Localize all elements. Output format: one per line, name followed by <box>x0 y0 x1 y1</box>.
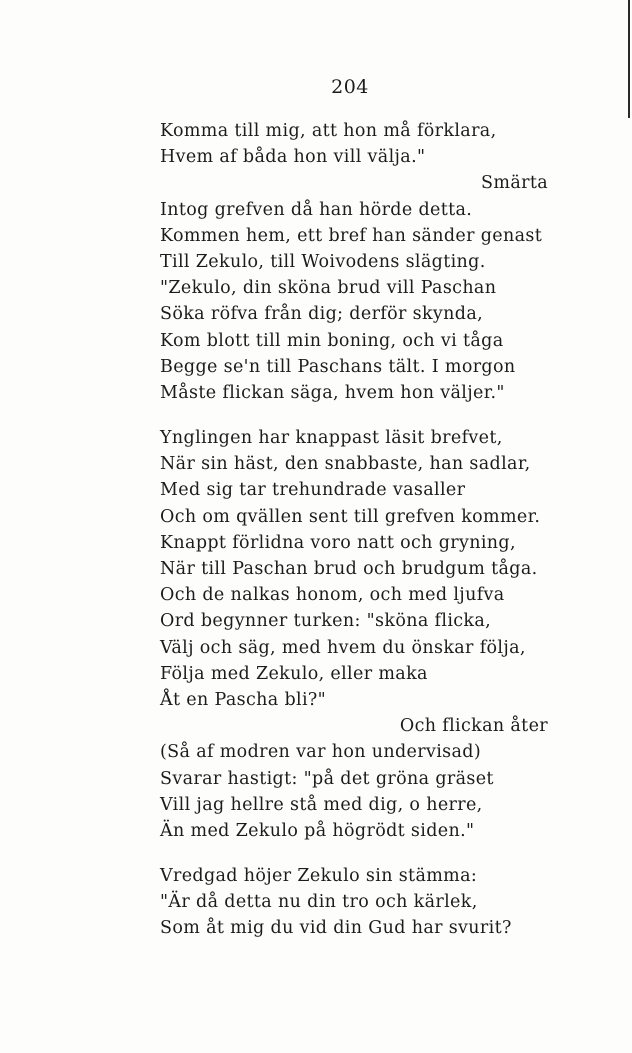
page-edge-line <box>628 0 630 118</box>
stanza-gap <box>160 844 560 863</box>
poem-line: Måste flickan säga, hvem hon väljer." <box>160 382 505 403</box>
poem-line: Vredgad höjer Zekulo sin stämma: <box>160 866 478 887</box>
poem-line: När sin häst, den snabbaste, han sadlar, <box>160 454 531 475</box>
poem-line: Intog grefven då han hörde detta. <box>160 199 473 220</box>
poem-line: Begge se'n till Paschans tält. I morgon <box>160 356 516 377</box>
poem-line: Komma till mig, att hon må förklara, <box>160 121 497 141</box>
poem-line: Följa med Zekulo, eller maka <box>160 663 428 684</box>
poem-line: "Zekulo, din sköna brud vill Paschan <box>160 278 497 299</box>
poem-line: Hvem af båda hon vill välja." <box>160 147 426 168</box>
poem-line: Till Zekulo, till Woivodens slägting. <box>160 251 486 272</box>
poem-line: Vill jag hellre stå med dig, o herre, <box>160 794 483 815</box>
poem-line: Kom blott till min boning, och vi tåga <box>160 330 504 351</box>
poem-line: Söka röfva från dig; derför skynda, <box>160 304 484 325</box>
poem-line: Med sig tar trehundrade vasaller <box>160 480 466 501</box>
poem-line: Som åt mig du vid din Gud har svurit? <box>160 918 512 939</box>
poem-line: Och om qvällen sent till grefven kommer. <box>160 506 541 527</box>
poem-line: Smärta <box>481 173 548 194</box>
poem-text <box>160 118 560 942</box>
poem-line: Ynglingen har knappast läsit brefvet, <box>160 428 503 449</box>
stanza-gap <box>160 406 560 425</box>
poem-line: Välj och säg, med hvem du önskar följa, <box>160 637 526 658</box>
poem-line: Och flickan åter <box>399 716 548 737</box>
poem-line: Svarar hastigt: "på det gröna gräset <box>160 768 494 789</box>
poem-line: Ord begynner turken: "sköna flicka, <box>160 611 492 632</box>
poem-line: Än med Zekulo på högrödt siden." <box>160 820 475 841</box>
page-number: 204 <box>331 76 369 98</box>
poem-line: (Så af modren var hon undervisad) <box>160 742 482 763</box>
poem-line: Och de nalkas honom, och med ljufva <box>160 585 505 606</box>
poem-line: Knappt förlidna voro natt och gryning, <box>160 532 516 553</box>
poem-line: Åt en Pascha bli?" <box>160 689 327 710</box>
poem-line: Kommen hem, ett bref han sänder genast <box>160 225 543 246</box>
poem-line: "Är då detta nu din tro och kärlek, <box>160 892 478 913</box>
poem-line: När till Paschan brud och brudgum tåga. <box>160 559 538 579</box>
